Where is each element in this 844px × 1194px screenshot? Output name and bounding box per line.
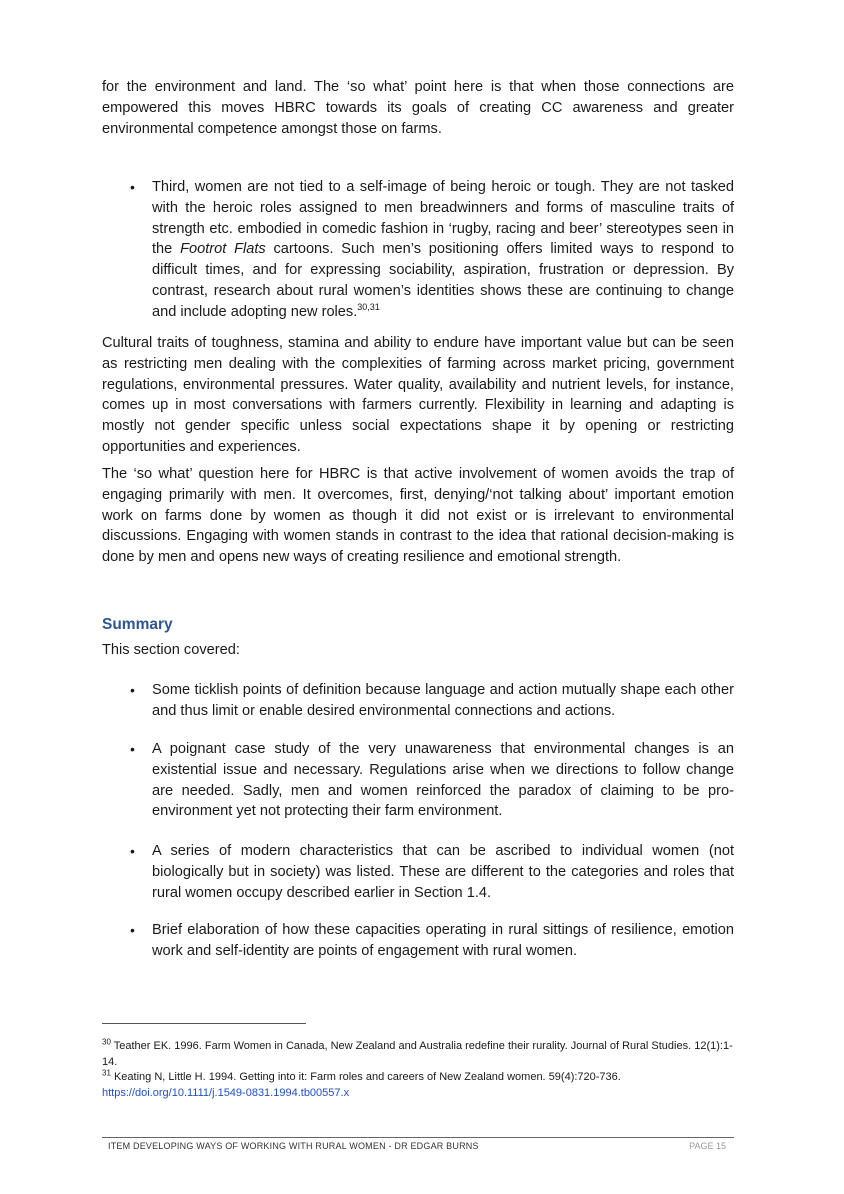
doi-link[interactable]: https://doi.org/10.1111/j.1549-0831.1994.tb00557.x [102, 1086, 350, 1099]
footnote-31 [102, 1070, 734, 1101]
third-point-text [152, 177, 734, 323]
summary-heading: Summary [102, 616, 173, 633]
footnote-number: 30 [102, 1037, 111, 1047]
bullet-marker: • [130, 682, 135, 698]
body-paragraph-continuation: for the environment and land. The ‘so what’ point here is that when those connections are empowered this moves HBRC towards its goals of creating CC awareness and greater environmental competence amongst those on farms. [102, 79, 734, 137]
bullet-marker: • [130, 922, 135, 938]
third-point-text-end: cartoons. Such men’s positioning offers limited ways to respond to difficult times, and for expressing sociability, aspiration, frustration or depression. By contrast, research about rural women’s identities shows these are continuing to change and include adopting new roles. [152, 241, 734, 320]
footnote-text: Teather EK. 1996. Farm Women in Canada, New Zealand and Australia redefine their rurality. Journal of Rural Studies. 12(1):1-14. [102, 1040, 733, 1068]
body-paragraph-cultural-traits: Cultural traits of toughness, stamina and ability to endure have important value but can be seen as restricting men dealing with the complexities of farming across market pricing, government regulations, environmental pressures. Water quality, availability and nutrient levels, for instance, comes up in most conversations with farmers currently. Flexibility in learning and adapting is mostly not gender specific unless social expectations shape it by opening or restricting opportunities and experiences. [102, 335, 734, 455]
summary-list-item [130, 841, 734, 903]
summary-item-text: A series of modern characteristics that can be ascribed to individual women (not biologically but in society) was listed. These are different to the categories and roles that rural women occupy described earlier in Section 1.4. [152, 843, 734, 901]
summary-item-text: A poignant case study of the very unawareness that environmental changes is an existential issue and necessary. Regulations arise when we directions to follow change are needed. Sadly, men and women reinforced the paradox of claiming to be pro-environment yet not protecting their farm environment. [152, 741, 734, 820]
footnote-reference: 30,31 [357, 301, 380, 312]
footnote-number: 31 [102, 1068, 111, 1078]
footnote-separator [102, 1023, 306, 1024]
summary-list-item [130, 680, 734, 722]
footer-separator [102, 1137, 734, 1138]
footer-document-title: ITEM DEVELOPING WAYS OF WORKING WITH RURAL WOMEN - DR EDGAR BURNS [108, 1141, 479, 1151]
bullet-marker: • [130, 741, 135, 757]
summary-item-text: Brief elaboration of how these capacities operating in rural sittings of resilience, emotion work and self-identity are points of engagement with rural women. [152, 922, 734, 959]
footrot-flats-title: Footrot Flats [180, 241, 266, 258]
body-paragraph-so-what: The ‘so what’ question here for HBRC is that active involvement of women avoids the trap of engaging primarily with men. It overcomes, first, denying/‘not talking about’ important emotion work on farms done by women as though it did not exist or is irrelevant to environmental discussions. Engaging with women stands in contrast to the idea that rational decision-making is done by men and opens new ways of creating resilience and emotional strength. [102, 466, 734, 566]
summary-item-text: Some ticklish points of definition because language and action mutually shape each other and thus limit or enable desired environmental connections and actions. [152, 682, 734, 719]
third-point-text-start: Third, women are not tied to a self-image of being heroic or tough. They are not tasked with the heroic roles assigned to men breadwinners and forms of masculine traits of strength etc. embodied in comedic fashion in ‘rugby, racing and beer’ stereotypes seen in the [152, 179, 734, 258]
summary-intro: This section covered: [102, 642, 240, 658]
bullet-marker: • [130, 179, 135, 195]
footnotes [102, 1039, 734, 1101]
summary-list-item [130, 920, 734, 962]
footnote-30 [102, 1039, 734, 1070]
third-point-bullet [130, 177, 734, 323]
page-number: PAGE 15 [689, 1141, 726, 1151]
summary-list-item [130, 739, 734, 822]
footnote-text: Keating N, Little H. 1994. Getting into it: Farm roles and careers of New Zealand women. 59(4):720-736. [110, 1071, 621, 1083]
bullet-marker: • [130, 843, 135, 859]
